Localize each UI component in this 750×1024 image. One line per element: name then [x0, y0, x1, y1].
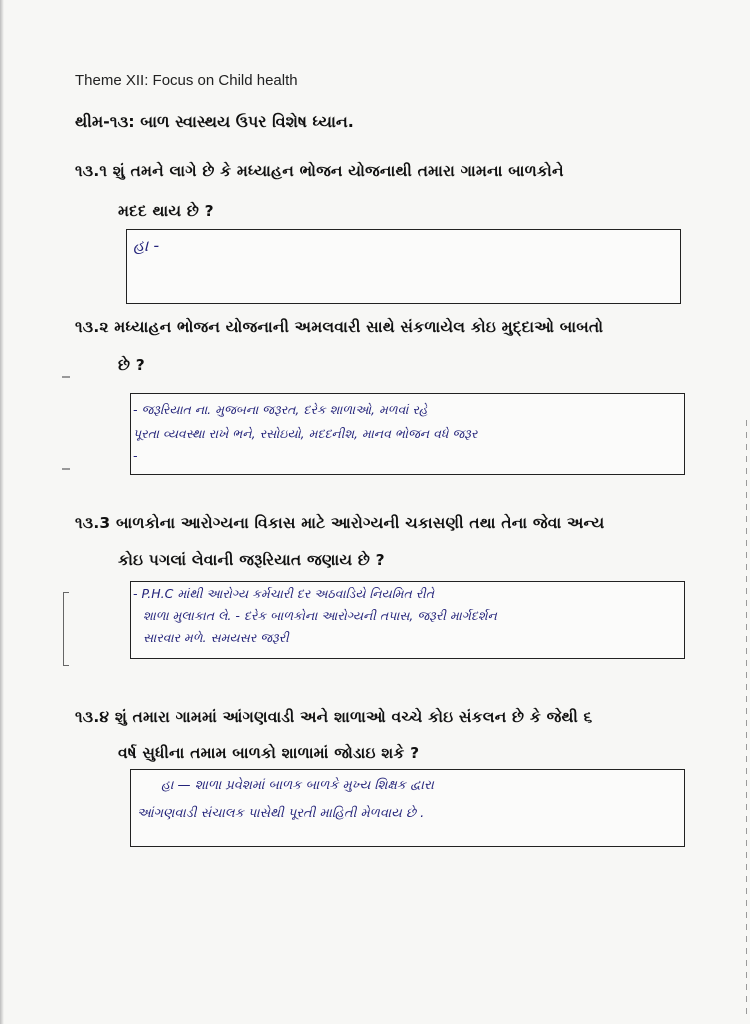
answer-13-3-line-3: સારવાર મળે. સમયસર જરૂરી — [143, 630, 289, 645]
answer-13-3-line-2: શાળા મુલાકાત લે. - દરેક બાળકોના આરોગ્યની તપાસ, જરૂરી માર્ગદર્શન — [143, 608, 497, 623]
answer-box-13-2[interactable] — [130, 393, 685, 475]
scan-page-edge — [0, 0, 4, 1024]
answer-box-13-3[interactable] — [130, 581, 685, 659]
theme-gujarati-title: થીમ-૧૩: બાળ સ્વાસ્થય ઉપર વિશેષ ધ્યાન. — [75, 112, 354, 131]
question-13-2-line-1: ૧૩.૨ મધ્યાહન ભોજન યોજનાની અમલવારી સાથે સંકળાયેલ કોઇ મુદ્દાઓ બાબતો — [75, 318, 604, 336]
answer-13-2-line-3: - — [133, 448, 138, 463]
answer-13-1-text: હા - — [133, 236, 160, 255]
question-13-4-line-2: વર્ષ સુધીના તમામ બાળકો શાળામાં જોડાઇ શકે ? — [118, 744, 420, 762]
scan-dashed-edge — [746, 420, 747, 1020]
answer-13-4-line-1: હા — શાળા પ્રવેશમાં બાળક બાળકે મુખ્ય શિક્ષક દ્વારા — [161, 778, 434, 793]
question-13-4-line-1: ૧૩.૪ શું તમારા ગામમાં આંગણવાડી અને શાળાઓ વચ્ચે કોઇ સંકલન છે કે જેથી ૬ — [75, 708, 593, 726]
question-13-3-line-1: ૧૩.3 બાળકોના આરોગ્યના વિકાસ માટે આરોગ્યની ચકાસણી તથા તેના જેવા અન્ય — [75, 514, 605, 532]
answer-13-3-line-1: - P.H.C માંથી આરોગ્ય કર્મચારી દર અઠવાડિયે નિયમિત રીતે — [133, 586, 435, 601]
answer-13-2-line-1: - જરૂરિયાત ના. મુજબના જરૂરત, દરેક શાળાઓ, મળવાં રહે — [133, 402, 428, 417]
answer-box-13-1[interactable] — [126, 229, 681, 304]
question-13-1-line-2: મદદ થાય છે ? — [118, 202, 214, 220]
question-13-1-line-1: ૧૩.૧ શું તમને લાગે છે કે મધ્યાહન ભોજન યોજનાથી તમારા ગામના બાળકોને — [75, 162, 564, 180]
margin-bracket — [63, 592, 69, 666]
theme-english-title: Theme XII: Focus on Child health — [75, 72, 298, 89]
margin-mark — [62, 468, 70, 470]
question-13-3-line-2: કોઇ પગલાં લેવાની જરૂરિયાત જણાય છે ? — [118, 551, 385, 569]
question-13-2-line-2: છે ? — [118, 356, 145, 374]
answer-13-4-line-2: આંગણવાડી સંચાલક પાસેથી પૂરતી માહિતી મેળવાય છે . — [137, 806, 425, 821]
answer-13-2-line-2: પૂરતા વ્યવસ્થા રાખે ભને, રસોઇયો, મદદનીશ, માનવ ભોજન વધે જરૂર — [133, 426, 478, 441]
margin-mark — [62, 376, 70, 378]
answer-box-13-4[interactable] — [130, 769, 685, 847]
